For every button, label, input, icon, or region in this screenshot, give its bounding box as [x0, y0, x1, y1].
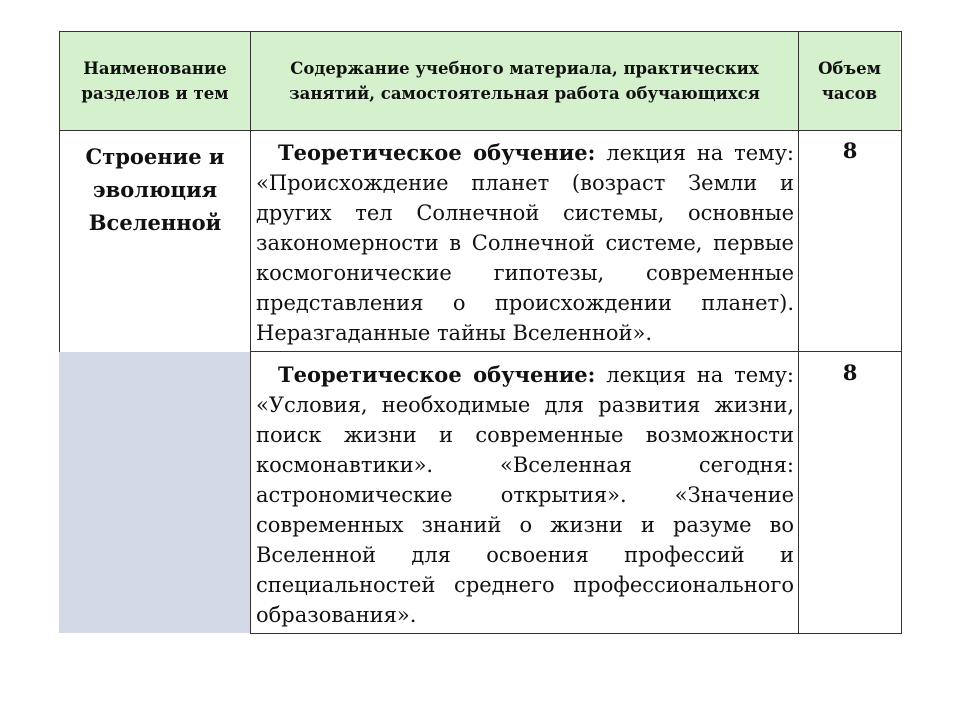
header-content: [251, 32, 798, 130]
border-header-bottom: [59, 130, 902, 131]
border-right: [901, 31, 902, 634]
border-row-divider: [251, 351, 902, 352]
row2-hours: 8: [842, 360, 858, 385]
row1-text: лекция на тему: «Происхождение планет (возраст Земли и других тел Солнечной системы, основные закономерности в Солнечной системе, первые космогонические гипотезы, современные представления о происхождении планет). Неразгаданные тайны Вселенной».: [256, 141, 794, 345]
header-hours: [799, 32, 900, 130]
section-title: Строение и эволюция Вселенной: [85, 144, 225, 235]
border-top: [59, 31, 902, 32]
row2-content: [256, 360, 794, 630]
border-col1: [250, 31, 251, 634]
border-bottom: [251, 633, 902, 634]
row2-text: лекция на тему: «Условия, необходимые для развития жизни, поиск жизни и современные возможности космонавтики». «Вселенная сегодня: астрономические открытия». «Значение современных знаний о жизни и разуме во Вселенной для освоения профессий и специальностей среднего профессионального образования».: [256, 363, 794, 627]
row2-lead: Теоретическое обучение:: [278, 362, 596, 387]
border-left: [59, 31, 60, 352]
header-hours-label: Объем часов: [818, 59, 881, 103]
header-sections-topics-label: Наименование разделов и тем: [81, 59, 229, 103]
blank-section-cell: [59, 352, 251, 633]
row1-hours: 8: [842, 138, 858, 163]
header-content-label: Содержание учебного материала, практических занятий, самостоятельная работа обучающихся: [289, 59, 760, 103]
header-sections-topics: [60, 32, 250, 130]
border-col2: [798, 31, 799, 634]
row1-content: [256, 138, 794, 348]
row1-lead: Теоретическое обучение:: [278, 140, 596, 165]
